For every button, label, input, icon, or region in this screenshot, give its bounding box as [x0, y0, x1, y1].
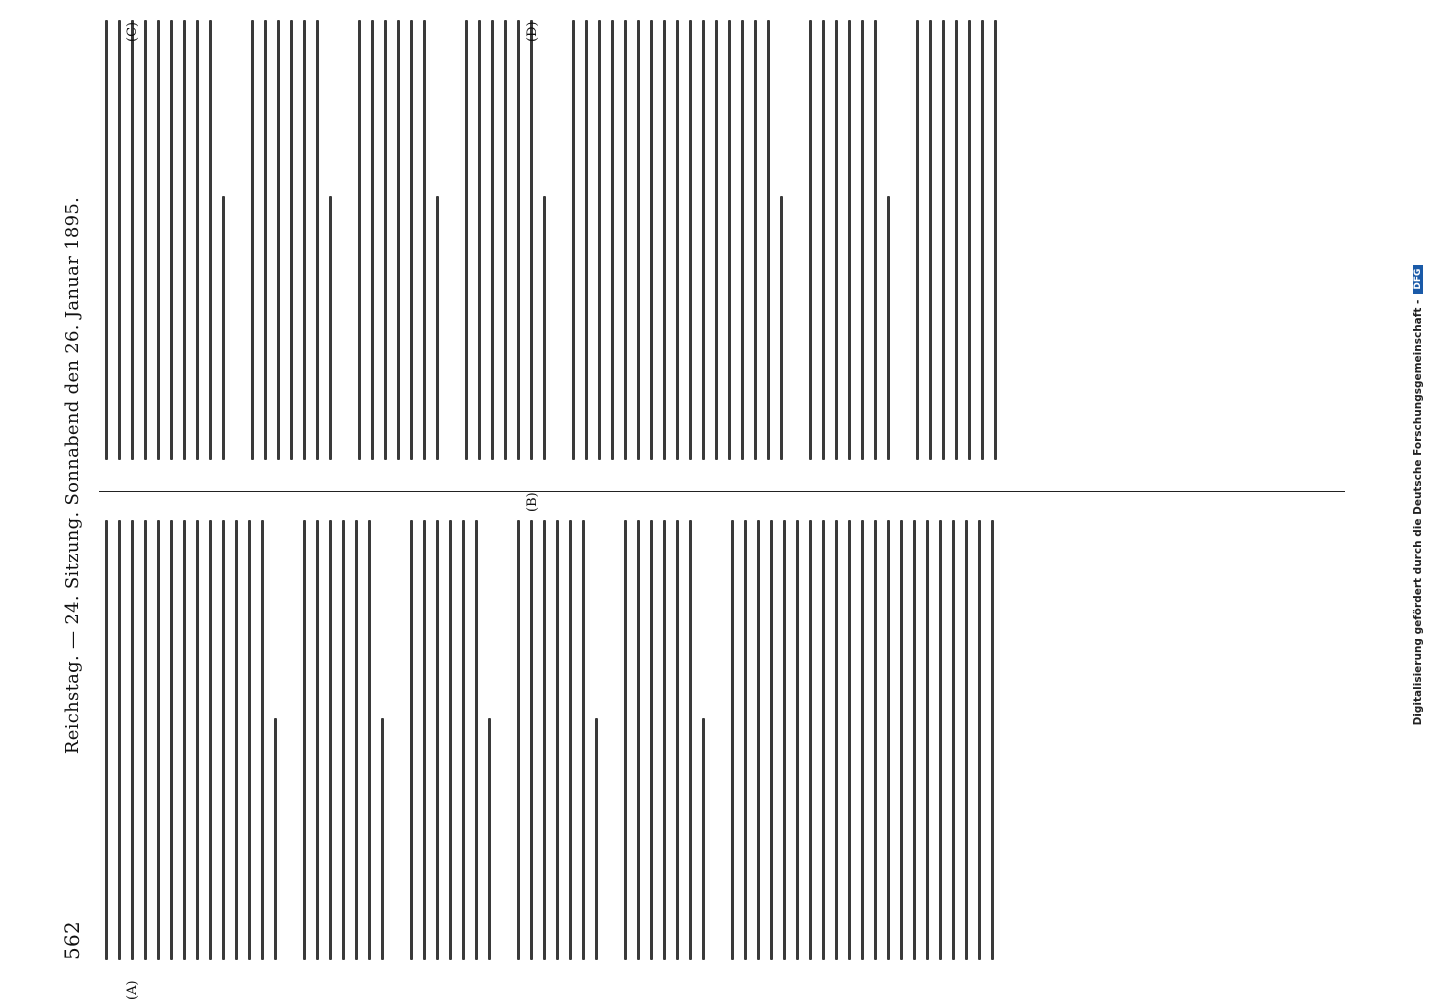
paragraph-gap: [608, 520, 624, 960]
text-line: [754, 20, 757, 460]
text-line: [728, 20, 731, 460]
text-line: [874, 20, 877, 460]
text-line: [118, 520, 121, 960]
text-line: [582, 520, 585, 960]
page-number: 562: [60, 920, 84, 960]
text-line: [384, 20, 387, 460]
text-line: [303, 520, 306, 960]
text-line: [290, 20, 293, 460]
text-line: [170, 20, 173, 460]
text-line: [355, 520, 358, 960]
text-line: [611, 20, 614, 460]
text-line: [689, 20, 692, 460]
text-line: [650, 20, 653, 460]
text-column-left: [105, 520, 1335, 960]
paragraph-gap: [715, 520, 731, 960]
text-line: [780, 196, 783, 460]
margin-mark-d: (D): [525, 21, 540, 42]
text-line: [251, 20, 254, 460]
text-line: [913, 520, 916, 960]
text-line: [887, 520, 890, 960]
paragraph-gap: [900, 20, 916, 460]
text-line: [637, 20, 640, 460]
text-line: [757, 520, 760, 960]
text-line: [530, 520, 533, 960]
text-line: [517, 20, 520, 460]
text-line: [196, 20, 199, 460]
text-line: [848, 520, 851, 960]
text-line: [939, 520, 942, 960]
paragraph-gap: [556, 20, 572, 460]
text-line: [475, 520, 478, 960]
dfg-logo: DFG: [1413, 265, 1423, 294]
text-line: [274, 718, 277, 960]
text-line: [822, 20, 825, 460]
margin-mark-a: (A): [125, 980, 140, 1000]
text-line: [248, 520, 251, 960]
text-line: [235, 520, 238, 960]
text-line: [650, 520, 653, 960]
text-line: [105, 520, 108, 960]
text-line: [624, 20, 627, 460]
text-line: [465, 20, 468, 460]
rotated-page-body: [55, 0, 1385, 1000]
text-line: [637, 520, 640, 960]
text-line: [663, 20, 666, 460]
text-line: [676, 520, 679, 960]
text-line: [809, 520, 812, 960]
text-line: [303, 20, 306, 460]
credit-text: Digitalisierung gefördert durch die Deutsche Forschungsgemeinschaft -: [1412, 299, 1424, 726]
text-line: [381, 718, 384, 960]
text-line: [462, 520, 465, 960]
text-line: [994, 20, 997, 460]
text-line: [504, 20, 507, 460]
text-line: [183, 520, 186, 960]
text-line: [543, 196, 546, 460]
text-line: [968, 20, 971, 460]
text-line: [222, 520, 225, 960]
paragraph-gap: [501, 520, 517, 960]
text-line: [423, 20, 426, 460]
text-line: [572, 20, 575, 460]
text-line: [731, 520, 734, 960]
text-line: [874, 520, 877, 960]
text-line: [835, 520, 838, 960]
text-line: [131, 520, 134, 960]
text-line: [342, 520, 345, 960]
text-line: [157, 520, 160, 960]
text-line: [410, 520, 413, 960]
text-line: [569, 520, 572, 960]
text-line: [767, 20, 770, 460]
text-line: [770, 520, 773, 960]
text-line: [170, 520, 173, 960]
text-line: [261, 520, 264, 960]
text-line: [368, 520, 371, 960]
paragraph-gap: [342, 20, 358, 460]
text-line: [965, 520, 968, 960]
text-line: [715, 20, 718, 460]
text-line: [916, 20, 919, 460]
text-line: [144, 520, 147, 960]
text-line: [358, 20, 361, 460]
text-line: [676, 20, 679, 460]
paragraph-gap: [235, 20, 251, 460]
text-line: [264, 20, 267, 460]
text-line: [809, 20, 812, 460]
text-line: [436, 520, 439, 960]
text-line: [277, 20, 280, 460]
text-line: [744, 520, 747, 960]
text-line: [861, 520, 864, 960]
text-line: [585, 20, 588, 460]
text-line: [397, 20, 400, 460]
text-line: [410, 20, 413, 460]
text-line: [887, 196, 890, 460]
text-line: [598, 20, 601, 460]
text-line: [741, 20, 744, 460]
text-line: [955, 20, 958, 460]
text-line: [543, 520, 546, 960]
paragraph-gap: [394, 520, 410, 960]
paragraph-gap: [449, 20, 465, 460]
text-line: [900, 520, 903, 960]
text-line: [517, 520, 520, 960]
text-line: [663, 520, 666, 960]
text-line: [449, 520, 452, 960]
text-line: [157, 20, 160, 460]
text-line: [371, 20, 374, 460]
text-line: [329, 520, 332, 960]
text-line: [478, 20, 481, 460]
text-line: [689, 520, 692, 960]
text-line: [491, 20, 494, 460]
text-line: [488, 718, 491, 960]
text-line: [952, 520, 955, 960]
text-line: [423, 520, 426, 960]
text-line: [118, 20, 121, 460]
text-line: [144, 20, 147, 460]
margin-mark-c: (C): [125, 21, 140, 42]
text-line: [929, 20, 932, 460]
page-header: [55, 30, 89, 960]
running-title: Reichstag. — 24. Sitzung. Sonnabend den 26. Januar 1895.: [61, 196, 83, 755]
text-line: [196, 520, 199, 960]
paragraph-gap: [793, 20, 809, 460]
text-line: [183, 20, 186, 460]
margin-mark-b: (B): [525, 492, 540, 512]
text-line: [822, 520, 825, 960]
text-line: [978, 520, 981, 960]
text-line: [796, 520, 799, 960]
text-line: [926, 520, 929, 960]
text-column-right: [105, 20, 1335, 460]
text-line: [861, 20, 864, 460]
text-line: [624, 520, 627, 960]
text-line: [329, 196, 332, 460]
text-line: [105, 20, 108, 460]
text-line: [595, 718, 598, 960]
paragraph-gap: [287, 520, 303, 960]
text-line: [131, 20, 134, 460]
text-line: [702, 20, 705, 460]
text-line: [530, 20, 533, 460]
digitization-credit: [1408, 0, 1428, 995]
text-line: [436, 196, 439, 460]
text-line: [848, 20, 851, 460]
text-line: [316, 20, 319, 460]
text-line: [702, 718, 705, 960]
text-line: [991, 520, 994, 960]
text-line: [942, 20, 945, 460]
text-line: [209, 520, 212, 960]
text-line: [981, 20, 984, 460]
text-line: [835, 20, 838, 460]
column-divider: [99, 491, 1345, 492]
text-line: [316, 520, 319, 960]
text-line: [222, 196, 225, 460]
text-line: [209, 20, 212, 460]
text-line: [783, 520, 786, 960]
text-line: [556, 520, 559, 960]
